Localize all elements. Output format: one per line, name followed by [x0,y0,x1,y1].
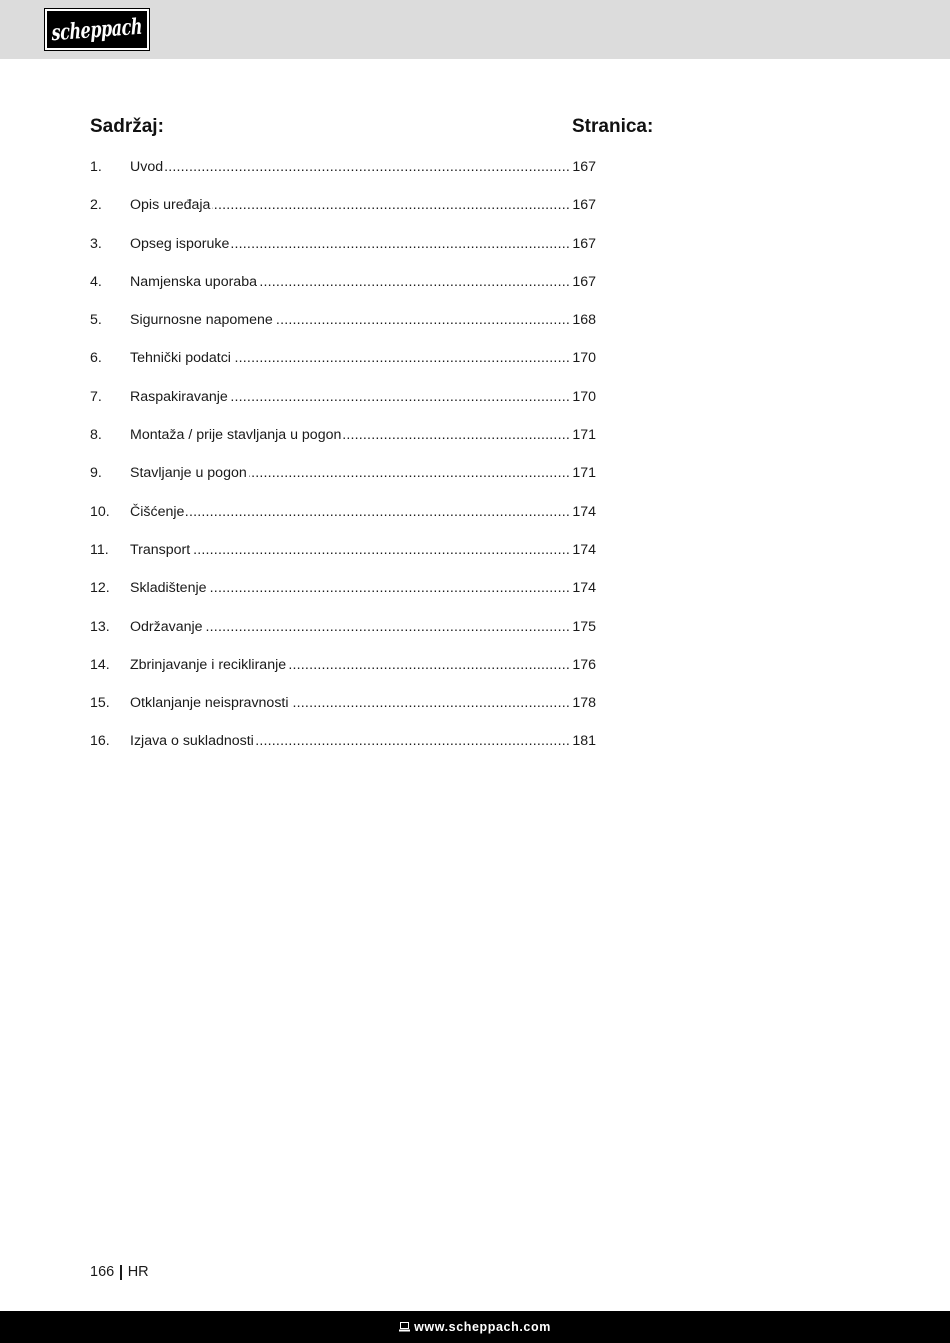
toc-dot-leader [231,235,570,253]
toc-entry[interactable] [90,349,596,387]
toc-heading-page: Stranica: [572,116,654,137]
toc-entry-title: Skladištenje [130,580,207,597]
toc-entry-number: 11. [90,541,109,558]
toc-entry-title: Transport [130,541,191,558]
toc-heading-contents: Sadržaj: [90,116,164,137]
toc-entry-number: 2. [90,197,102,214]
toc-entry[interactable] [90,503,596,541]
toc-entry[interactable] [90,158,596,196]
toc-entry[interactable] [90,426,596,464]
toc-entry[interactable] [90,656,596,694]
toc-entry-number: 14. [90,656,110,673]
toc-entry-title: Sigurnosne napomene [130,312,273,329]
toc-entry-number: 3. [90,235,102,252]
table-of-contents [90,158,596,771]
toc-dot-leader [259,273,570,291]
toc-entry[interactable] [90,196,596,234]
toc-entry[interactable] [90,694,596,732]
toc-entry[interactable] [90,273,596,311]
toc-dot-leader [230,388,570,406]
toc-entry-title: Zbrinjavanje i recikliranje [130,656,287,673]
toc-entry-number: 1. [90,159,102,175]
toc-entry-number: 12. [90,580,110,597]
toc-entry-page: 171 [572,427,596,444]
toc-entry[interactable] [90,311,596,349]
page-number: 166 [90,1264,115,1280]
toc-dot-leader [209,579,570,597]
toc-dot-leader [275,311,570,329]
toc-dot-leader [212,196,570,214]
toc-entry-page: 176 [572,656,596,673]
toc-entry-title: Tehnički podatci [130,350,231,367]
toc-entry[interactable] [90,579,596,617]
toc-entry-page: 175 [572,618,596,635]
logo-text: scheppach [51,13,143,46]
toc-entry-title: Opseg isporuke [130,235,230,252]
toc-entry-page: 168 [572,312,596,329]
toc-entry-page: 167 [572,159,596,175]
footer-separator [120,1265,122,1280]
toc-entry-number: 7. [90,388,102,405]
toc-entry-page: 174 [572,580,596,597]
toc-entry[interactable] [90,541,596,579]
toc-entry[interactable] [90,732,596,770]
toc-entry-title: Namjenska uporaba [130,273,257,290]
toc-entry-title: Čišćenje [130,503,185,520]
toc-entry-number: 6. [90,350,102,367]
toc-dot-leader [256,732,570,750]
toc-entry-page: 167 [572,197,596,214]
toc-entry[interactable] [90,388,596,426]
toc-dot-leader [291,694,570,712]
website-footer-band [0,1311,950,1343]
toc-entry-number: 5. [90,312,102,329]
toc-entry-page: 171 [572,465,596,482]
toc-entry-title: Opis uređaja [130,197,211,214]
scheppach-logo [45,9,149,50]
toc-entry-title: Raspakiravanje [130,388,228,405]
toc-entry-title: Montaža / prije stavljanja u pogon [130,427,342,444]
toc-entry-page: 174 [572,541,596,558]
toc-dot-leader [165,158,570,176]
toc-dot-leader [186,503,570,521]
toc-entry-number: 10. [90,503,110,520]
toc-entry-number: 8. [90,427,102,444]
toc-entry-number: 16. [90,733,110,750]
toc-dot-leader [233,349,570,367]
toc-entry-number: 4. [90,273,102,290]
toc-entry[interactable] [90,235,596,273]
toc-dot-leader [205,618,570,636]
toc-entry-number: 15. [90,695,110,712]
toc-entry-number: 9. [90,465,102,482]
computer-icon [399,1322,410,1332]
toc-entry-page: 174 [572,503,596,520]
toc-dot-leader [192,541,570,559]
toc-entry-title: Uvod [130,159,164,175]
toc-dot-leader [249,464,570,482]
toc-entry[interactable] [90,464,596,502]
toc-entry-number: 13. [90,618,110,635]
toc-entry-title: Izjava o sukladnosti [130,733,254,750]
toc-entry-page: 181 [572,733,596,750]
toc-dot-leader [288,656,570,674]
toc-entry-page: 170 [572,350,596,367]
toc-entry-title: Održavanje [130,618,203,635]
toc-entry-title: Stavljanje u pogon [130,465,247,482]
toc-entry-page: 170 [572,388,596,405]
toc-entry-page: 167 [572,235,596,252]
language-code: HR [127,1264,149,1280]
toc-dot-leader [343,426,570,444]
header-band [0,0,950,59]
toc-entry-title: Otklanjanje neispravnosti [130,695,289,712]
toc-entry-page: 178 [572,695,596,712]
toc-entry[interactable] [90,618,596,656]
website-link[interactable]: www.scheppach.com [414,1320,551,1334]
toc-entry-page: 167 [572,273,596,290]
page-footer [90,1264,149,1280]
